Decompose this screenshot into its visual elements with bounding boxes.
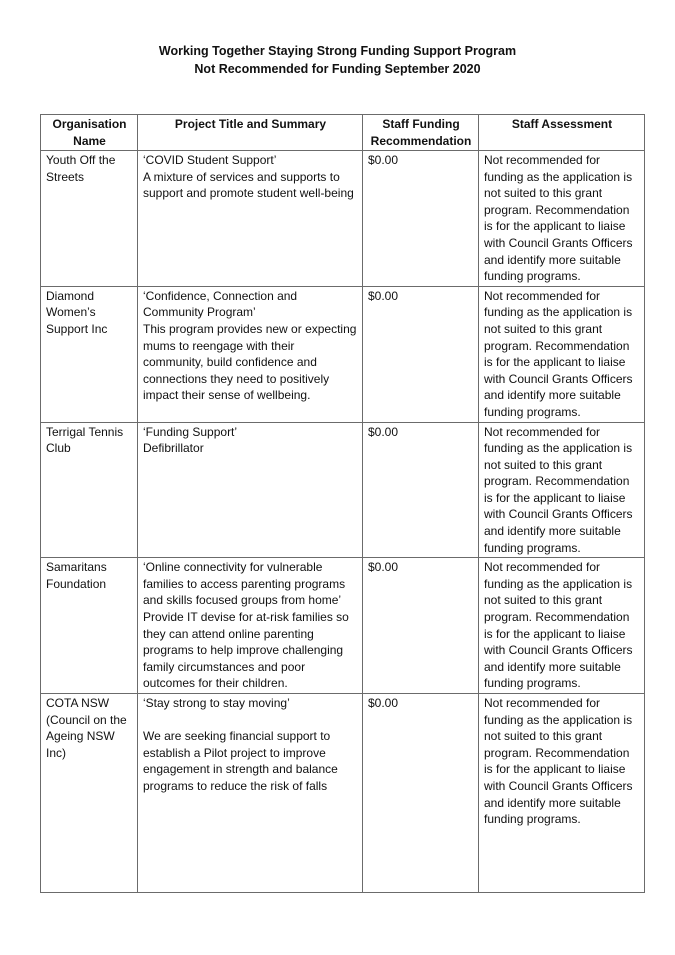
project-cell xyxy=(138,694,363,893)
project-summary: We are seeking financial support to establish a Pilot project to improve engagement in strength and balance programs to reduce the risk of falls xyxy=(143,729,338,793)
assessment-cell: Not recommended for funding as the application is not suited to this grant program. Recommendation is for the applicant to liaise with Council Grants Officers and identify more suitable funding programs. xyxy=(479,422,645,558)
recommendation-cell: $0.00 xyxy=(363,422,479,558)
title-line-1: Working Together Staying Strong Funding Support Program xyxy=(158,44,517,58)
header-project: Project Title and Summary xyxy=(138,115,363,151)
project-title: ‘Online connectivity for vulnerable families to access parenting programs and skills focused groups from home’ xyxy=(143,560,346,608)
recommendation-cell: $0.00 xyxy=(363,151,479,287)
assessment-cell: Not recommended for funding as the application is not suited to this grant program. Recommendation is for the applicant to liaise with Council Grants Officers and identify more suitable funding programs. xyxy=(479,558,645,694)
table-header-row xyxy=(41,115,645,151)
organisation-cell: Terrigal Tennis Club xyxy=(41,422,138,558)
table-row xyxy=(41,286,645,422)
recommendation-cell: $0.00 xyxy=(363,694,479,893)
project-cell xyxy=(138,558,363,694)
project-spacer xyxy=(143,712,358,729)
title-line-2: Not Recommended for Funding September 2020 xyxy=(194,62,481,76)
assessment-cell: Not recommended for funding as the application is not suited to this grant program. Recommendation is for the applicant to liaise with Council Grants Officers and identify more suitable funding programs. xyxy=(479,694,645,893)
table-row xyxy=(41,151,645,287)
recommendation-cell: $0.00 xyxy=(363,286,479,422)
assessment-cell: Not recommended for funding as the application is not suited to this grant program. Recommendation is for the applicant to liaise with Council Grants Officers and identify more suitable funding programs. xyxy=(479,151,645,287)
organisation-cell: Samaritans Foundation xyxy=(41,558,138,694)
header-organisation: Organisation Name xyxy=(41,115,138,151)
header-assessment: Staff Assessment xyxy=(479,115,645,151)
document-title xyxy=(0,42,675,78)
organisation-cell: Youth Off the Streets xyxy=(41,151,138,287)
header-recommendation: Staff Funding Recommendation xyxy=(363,115,479,151)
project-title: ‘Stay strong to stay moving’ xyxy=(143,696,290,710)
project-title: ‘Funding Support’ xyxy=(143,424,238,439)
project-cell xyxy=(138,286,363,422)
project-summary: A mixture of services and supports to support and promote student well-being xyxy=(143,169,354,201)
project-cell xyxy=(138,422,363,558)
project-title: ‘COVID Student Support’ xyxy=(143,153,277,167)
organisation-cell: Diamond Women’s Support Inc xyxy=(41,286,138,422)
recommendation-cell: $0.00 xyxy=(363,558,479,694)
table-row xyxy=(41,558,645,694)
project-summary: Provide IT devise for at-risk families so they can attend online parenting programs to help improve challenging family circumstances and poor outcomes for their children. xyxy=(143,610,349,691)
project-summary: This program provides new or expecting mums to reengage with their community, build confidence and connections they need to positively impact their sense of wellbeing. xyxy=(143,321,357,403)
assessment-cell: Not recommended for funding as the application is not suited to this grant program. Recommendation is for the applicant to liaise with Council Grants Officers and identify more suitable funding programs. xyxy=(479,286,645,422)
project-summary: Defibrillator xyxy=(143,441,204,456)
project-cell xyxy=(138,151,363,287)
table-row xyxy=(41,694,645,893)
funding-table xyxy=(40,114,645,893)
organisation-cell: COTA NSW (Council on the Ageing NSW Inc) xyxy=(41,694,138,893)
table-row xyxy=(41,422,645,558)
project-title: ‘Confidence, Connection and Community Program’ xyxy=(143,288,298,320)
